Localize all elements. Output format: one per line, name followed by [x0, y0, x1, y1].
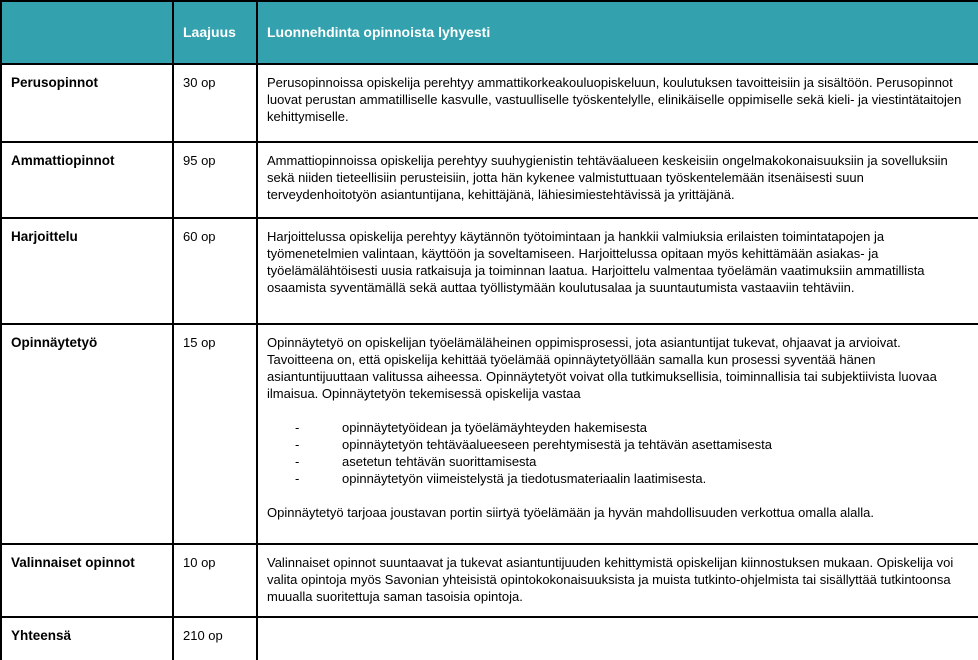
- bullet-dash: -: [295, 437, 300, 452]
- bullet-dash: -: [295, 454, 300, 469]
- row-description: [257, 64, 978, 142]
- row-description: [257, 544, 978, 617]
- row-description: [257, 617, 978, 660]
- header-cell-description: Luonnehdinta opinnoista lyhyesti: [257, 1, 978, 64]
- bullet-dash: -: [295, 471, 300, 486]
- row-label: Yhteensä: [1, 617, 173, 660]
- description-paragraph: Opinnäytetyö on opiskelijan työelämäläheinen oppimisprosessi, jota asiantuntijat tukevat, ohjaavat ja arvioivat. Tavoitteena on, että opiskelija kehittää työelämää opinnäytetyöllään samalla kun prosessi syventää hänen asiantuntijuuttaan valitussa aiheessa. Opinnäytetyöt voivat olla tutkimuksellisia, toiminnallisia tai subjektiivista luovaa ilmaisua. Opinnäytetyön tekemisessä opiskelija vastaa: [267, 335, 937, 401]
- table-row-valinnaiset: [1, 544, 978, 617]
- list-item: [267, 436, 969, 453]
- row-label: Opinnäytetyö: [1, 324, 173, 544]
- row-extent: 95 op: [173, 142, 257, 218]
- row-extent: 15 op: [173, 324, 257, 544]
- bullet-dash: -: [295, 420, 300, 435]
- description-paragraph: Valinnaiset opinnot suuntaavat ja tukevat asiantuntijuuden kehittymistä opiskelijan kiinnostuksen mukaan. Opiskelija voi valita opintoja myös Savonian yhteisistä opintokokonaisuuksista ja muista tutkinto-ohjelmista tai sisällyttää tutkintoonsa muualla suoritettuja saman tasoisia opintoja.: [267, 555, 954, 604]
- table-row-opinnaytetyo: [1, 324, 978, 544]
- description-paragraph: Harjoittelussa opiskelija perehtyy käytännön työtoimintaan ja hankkii valmiuksia erilaisten toimintatapojen ja työmenetelmien valintaan, käyttöön ja soveltamiseen. Harjoittelussa opitaan myös kehittämään asiakas- ja työelämälähtöisesti uusia ratkaisuja ja toiminnan laatua. Harjoittelu valmentaa työelämän vaatimuksiin ammatillista osaamista syventämällä sekä auttaa työllistymään koulutusalaa ja suuntautumista vastaaviin tehtäviin.: [267, 229, 925, 295]
- description-paragraph: Perusopinnoissa opiskelija perehtyy ammattikorkeakouluopiskeluun, koulutuksen tavoitteisiin ja sisältöön. Perusopinnot luovat perustan ammatilliselle kasvulle, vastuulliselle työskentelylle, elinikäiselle oppimiselle sekä kieli- ja viestintätaitojen kehittymiselle.: [267, 75, 962, 124]
- row-description: [257, 324, 978, 544]
- table-row-ammattiopinnot: [1, 142, 978, 218]
- paragraph-spacer: [267, 402, 969, 419]
- row-label: Valinnaiset opinnot: [1, 544, 173, 617]
- row-description: [257, 142, 978, 218]
- table-header-row: [1, 1, 978, 64]
- table-row-harjoittelu: [1, 218, 978, 324]
- description-paragraph: Ammattiopinnoissa opiskelija perehtyy suuhygienistin tehtäväalueen keskeisiin ongelmakokonaisuuksiin ja sovelluksiin sekä niiden tieteellisiin perusteisiin, jotta hän kykenee valmistuttuaan työskentelemään itsenäisesti suun terveydenhoitotyön asiantuntijana, kehittäjänä, lähiesimiestehtävissä ja yrittäjänä.: [267, 153, 948, 202]
- header-cell-category: [1, 1, 173, 64]
- header-cell-extent: Laajuus: [173, 1, 257, 64]
- table-row-yhteensa: [1, 617, 978, 660]
- row-extent: 210 op: [173, 617, 257, 660]
- row-extent: 10 op: [173, 544, 257, 617]
- row-extent: 60 op: [173, 218, 257, 324]
- list-item-text: asetetun tehtävän suorittamisesta: [342, 454, 537, 469]
- row-label: Perusopinnot: [1, 64, 173, 142]
- paragraph-spacer: [267, 487, 969, 504]
- row-description: [257, 218, 978, 324]
- list-item: [267, 453, 969, 470]
- row-label: Harjoittelu: [1, 218, 173, 324]
- list-item: [267, 470, 969, 487]
- list-item-text: opinnäytetyön viimeistelystä ja tiedotusmateriaalin laatimisesta.: [342, 471, 707, 486]
- row-label: Ammattiopinnot: [1, 142, 173, 218]
- list-item-text: opinnäytetyöidean ja työelämäyhteyden hakemisesta: [342, 420, 647, 435]
- list-item: [267, 419, 969, 436]
- row-extent: 30 op: [173, 64, 257, 142]
- table-row-perusopinnot: [1, 64, 978, 142]
- description-paragraph: Opinnäytetyö tarjoaa joustavan portin siirtyä työelämään ja hyvän mahdollisuuden verkottua omalla alalla.: [267, 505, 875, 520]
- list-item-text: opinnäytetyön tehtäväalueeseen perehtymisestä ja tehtävän asettamisesta: [342, 437, 772, 452]
